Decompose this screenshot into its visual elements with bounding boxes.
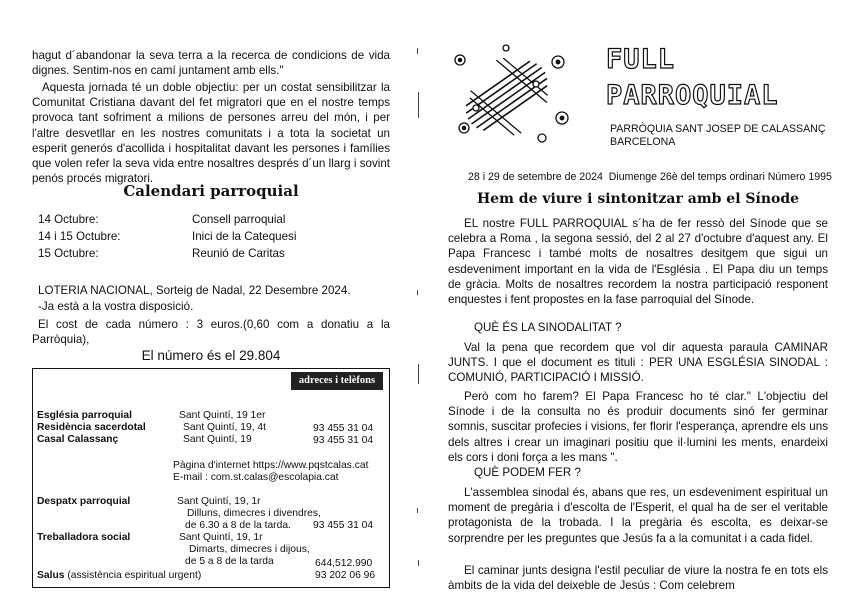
- contacts-header: adreces i telèfons: [291, 372, 383, 390]
- loteria-availability: -Ja està a la vostra disposició.: [38, 300, 194, 313]
- article-paragraph: EL nostre FULL PARROQUIAL s´ha de fer ressò del Sínode que se celebra a Roma , la segona sessió, del 2 al 27 d'octubre d'aquest any. El Papa Francesc i també molts de nosaltres desitgem que sigui un esdeveniment important en la vida de l'Església . El Papa diu un temps de gràcia. Molts de nosaltres recordem la nostra participació responent enquestes i fent propostes en la fase parroquial del Sínode.: [448, 217, 828, 307]
- salus-line: [37, 569, 201, 582]
- article-paragraph: El caminar junts designa l'estil peculiar de viure la nostra fe en tots els àmbits de la vida del deixeble de Jesús : Com celebrem: [448, 564, 828, 593]
- cost-paragraph: El cost de cada número : 3 euros.(0,60 com a donatiu a la Parròquia),: [32, 318, 390, 347]
- treballadora-address: Sant Quintí, 19, 1r: [179, 532, 263, 543]
- fold-mark: [417, 48, 418, 54]
- article-paragraph: L'assemblea sinodal és, abans que res, un esdeveniment espiritual un moment de pregària i d'escolta de l'Esperit, el qual ha de ser el veritable protagonista de la trobada. I la pregària és escolta, es deixar-se sorprendre per les preguntes que Jesús fa a la comunitat i a cada fidel.: [448, 486, 828, 545]
- treballadora-days: Dimarts, dimecres i dijous,: [189, 544, 310, 555]
- residencia-label: Residència sacerdotal: [37, 422, 146, 433]
- intro-paragraph: hagut d´abandonar la seva terra a la recerca de condicions de vida dignes. Sentim-nos en camí juntament amb ells.": [32, 49, 390, 78]
- calendar-event: Consell parroquial: [192, 213, 286, 226]
- jornada-paragraph: Aquesta jornada té un doble objectiu: per un costat sensibilitzar la Comunitat Cristiana davant del fet migratori que en el nostre temps provoca tant sofriment a milions de persones arreu del món, i per l'altre desvetllar en les nostres comunitats i a tota la societat un esperit generós d'acollida i hospitalitat davant les persones i famílies que volen refer la seva vida entre nosaltres després d´un llarg i sovint penós procés migratori.: [32, 81, 390, 186]
- article-paragraph: Però com ho farem? El Papa Francesc ho té clar." L'objectiu del Sínode i de la consulta no és produir documents sinó fer germinar somnis, suscitar profecies i visions, fer florir l'esperança, aprendre els uns dels altres i crear un imaginari positiu que il·lumini les ments, enardeixi els cors i doni força a les mans ".: [448, 390, 828, 464]
- calendar-date: 15 Octubre:: [38, 247, 99, 260]
- parish-name: PARRÒQUIA SANT JOSEP DE CALASSANÇ: [610, 123, 826, 135]
- salus-description: (assistència espiritual urgent): [64, 570, 202, 581]
- calendar-date: 14 Octubre:: [38, 213, 99, 226]
- salus-phone: 93 202 06 96: [315, 570, 376, 581]
- right-page: [428, 0, 842, 596]
- despatx-phone: 93 455 31 04: [313, 520, 374, 531]
- residencia-address: Sant Quintí, 19, 4t: [183, 422, 266, 433]
- despatx-address: Sant Quintí, 19, 1r: [177, 496, 261, 507]
- section-heading: QUÈ PODEM FER ?: [474, 466, 581, 479]
- treballadora-hours: de 5 a 8 de la tarda: [185, 556, 274, 567]
- fold-mark: [418, 560, 419, 566]
- parish-logo-icon: [446, 40, 576, 148]
- calendar-event: Reunió de Caritas: [192, 247, 285, 260]
- main-heading: Hem de viure i sintonitzar amb el Sínode: [476, 191, 800, 207]
- esglesia-address: Sant Quintí, 19 1er: [179, 410, 266, 421]
- fold-mark: [418, 92, 419, 118]
- esglesia-label: Església parroquial: [37, 410, 132, 421]
- parish-city: BARCELONA: [610, 136, 676, 148]
- casal-address: Sant Quintí, 19: [183, 434, 252, 445]
- masthead-title-full: FULL: [606, 44, 676, 75]
- fold-mark: [417, 508, 418, 513]
- casal-phone: 93 455 31 04: [313, 435, 374, 446]
- fold-mark: [417, 290, 418, 295]
- despatx-label: Despatx parroquial: [37, 496, 131, 507]
- numero-line: El número és el 29.804: [141, 348, 281, 363]
- website-line: Pàgina d'internet https://www.pqstcalas.cat: [173, 460, 369, 471]
- section-heading: QUÈ ÉS LA SINODALITAT ?: [474, 321, 622, 334]
- treballadora-phone: 644,512.990: [315, 558, 373, 569]
- salus-label: Salus: [37, 570, 65, 581]
- calendar-date: 14 i 15 Octubre:: [38, 230, 121, 243]
- despatx-hours: de 6.30 a 8 de la tarda.: [185, 520, 291, 531]
- casal-label: Casal Calassanç: [37, 434, 119, 445]
- email-line: E-mail : com.st.calas@escolapia.cat: [173, 472, 339, 483]
- left-page: [0, 0, 410, 596]
- contacts-box: [32, 368, 390, 588]
- issue-line: 28 i 29 de setembre de 2024 Diumenge 26è del temps ordinari Número 1995: [468, 171, 832, 183]
- calendar-event: Inici de la Catequesi: [192, 230, 297, 243]
- loteria-line: LOTERIA NACIONAL, Sorteig de Nadal, 22 Desembre 2024.: [38, 284, 351, 297]
- article-paragraph: Val la pena que recordem que vol dir aquesta paraula CAMINAR JUNTS. I que el document es tituli : PER UNA ESGLÉSIA SINODAL : COMUNIÓ, PARTICIPACIÓ I MISSIÓ.: [448, 341, 828, 385]
- masthead-title-parroquial: PARROQUIAL: [606, 80, 779, 111]
- treballadora-label: Treballadora social: [37, 532, 131, 543]
- fold-mark: [418, 364, 419, 384]
- despatx-days: Dilluns, dimecres i divendres,: [187, 508, 321, 519]
- residencia-phone: 93 455 31 04: [313, 423, 374, 434]
- calendar-title: Calendari parroquial: [123, 182, 299, 200]
